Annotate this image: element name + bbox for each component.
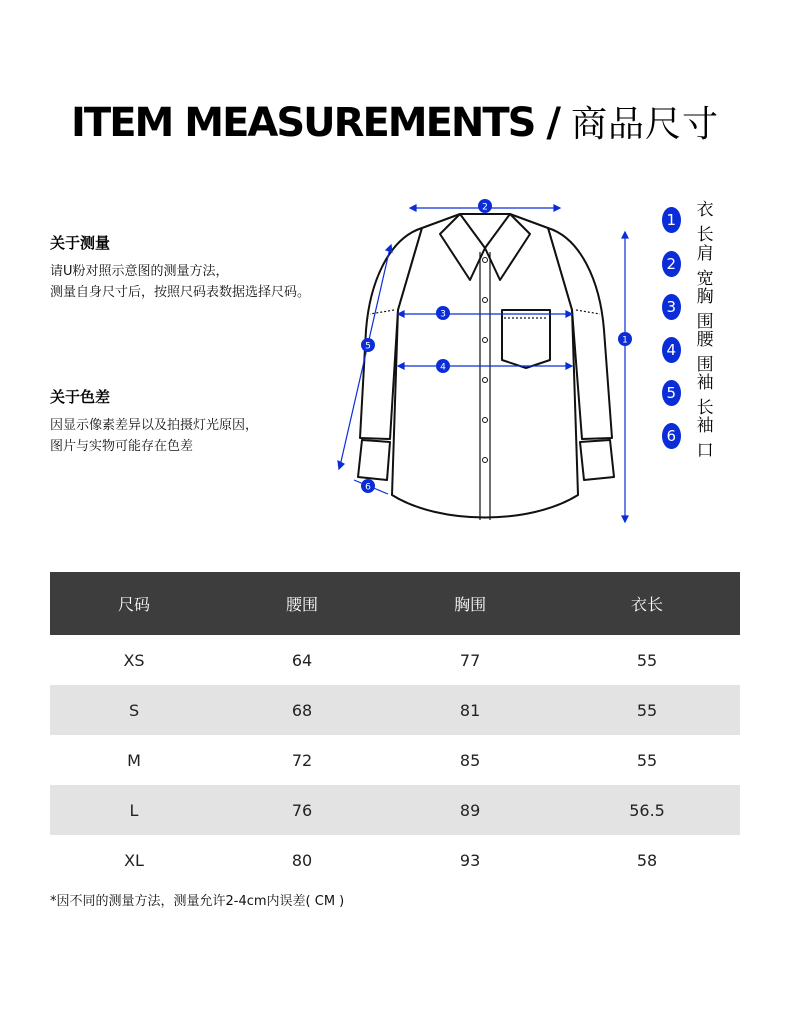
legend-item bbox=[662, 244, 721, 289]
table-row bbox=[50, 785, 740, 835]
table-cell: 80 bbox=[291, 850, 313, 870]
table-cell: L bbox=[50, 785, 218, 835]
header-length: 衣长 bbox=[554, 572, 740, 635]
pocket bbox=[502, 310, 550, 368]
table-cell: 58 bbox=[636, 850, 658, 870]
measure-text bbox=[50, 261, 310, 303]
color-text-line: 因显示像素差异以及拍摄灯光原因， bbox=[50, 418, 259, 433]
legend-label: 肩宽 bbox=[696, 244, 714, 289]
legend-number: 3 bbox=[662, 294, 681, 320]
legend-item bbox=[662, 373, 721, 418]
table-cell: 55 bbox=[636, 750, 658, 770]
header-chest: 胸围 bbox=[386, 572, 554, 635]
svg-text:4: 4 bbox=[440, 362, 446, 373]
page-title bbox=[0, 96, 790, 147]
measure-text-line: 测量自身尺寸后，按照尺码表数据选择尺码。 bbox=[50, 285, 311, 300]
table-cell: 93 bbox=[459, 850, 481, 870]
measure-text-line: 请U粉对照示意图的测量方法， bbox=[50, 264, 229, 279]
footnote: *因不同的测量方法，测量允许2-4cm内误差( CM ) bbox=[50, 894, 345, 909]
table-cell: 55 bbox=[554, 685, 740, 735]
table-cell: 85 bbox=[459, 750, 481, 770]
table-cell: XS bbox=[123, 650, 145, 670]
title-en: ITEM MEASUREMENTS / bbox=[71, 100, 571, 146]
table-cell: 89 bbox=[386, 785, 554, 835]
marker-2 bbox=[478, 199, 492, 213]
shirt-diagram-icon bbox=[330, 190, 640, 530]
table-cell: 68 bbox=[218, 685, 386, 735]
legend-item bbox=[662, 200, 721, 245]
header-size: 尺码 bbox=[50, 572, 218, 635]
svg-text:3: 3 bbox=[440, 309, 446, 320]
marker-5 bbox=[361, 338, 375, 352]
legend-number: 2 bbox=[662, 251, 681, 277]
color-text bbox=[50, 415, 258, 457]
svg-text:1: 1 bbox=[622, 335, 628, 346]
header-waist: 腰围 bbox=[218, 572, 386, 635]
svg-text:2: 2 bbox=[482, 202, 488, 213]
legend-label: 袖口 bbox=[696, 416, 714, 461]
legend-number: 1 bbox=[662, 207, 681, 233]
legend-number: 5 bbox=[662, 380, 681, 406]
legend-item bbox=[662, 416, 721, 461]
table-cell: 56.5 bbox=[554, 785, 740, 835]
marker-6 bbox=[361, 479, 375, 493]
legend-number: 4 bbox=[662, 337, 681, 363]
legend-label: 腰围 bbox=[696, 330, 714, 375]
svg-text:6: 6 bbox=[365, 482, 371, 493]
table-cell: 55 bbox=[636, 650, 658, 670]
table-cell: M bbox=[127, 750, 141, 770]
legend-item bbox=[662, 287, 721, 332]
color-text-line: 图片与实物可能存在色差 bbox=[50, 439, 194, 454]
svg-text:5: 5 bbox=[365, 341, 371, 352]
color-heading: 关于色差 bbox=[50, 388, 111, 406]
table-cell: 72 bbox=[291, 750, 313, 770]
table-row bbox=[50, 835, 740, 885]
table-cell: S bbox=[50, 685, 218, 735]
table-cell: 77 bbox=[459, 650, 481, 670]
table-cell: 76 bbox=[218, 785, 386, 835]
marker-4 bbox=[436, 359, 450, 373]
title-zh: 商品尺寸 bbox=[570, 104, 719, 145]
size-table bbox=[50, 572, 740, 885]
table-row bbox=[50, 685, 740, 735]
table-row bbox=[50, 635, 740, 685]
legend-label: 胸围 bbox=[696, 287, 714, 332]
marker-3 bbox=[436, 306, 450, 320]
legend-item bbox=[662, 330, 721, 375]
measure-heading: 关于测量 bbox=[50, 234, 111, 252]
legend-label: 衣长 bbox=[696, 200, 714, 245]
table-row bbox=[50, 735, 740, 785]
table-header-row bbox=[50, 572, 740, 635]
left-cuff bbox=[358, 440, 390, 480]
table-cell: 81 bbox=[386, 685, 554, 735]
table-cell: 64 bbox=[291, 650, 313, 670]
table-cell: XL bbox=[124, 850, 144, 870]
right-cuff bbox=[580, 440, 614, 480]
legend-label: 袖长 bbox=[696, 373, 714, 418]
marker-1 bbox=[618, 332, 632, 346]
legend-number: 6 bbox=[662, 423, 681, 449]
